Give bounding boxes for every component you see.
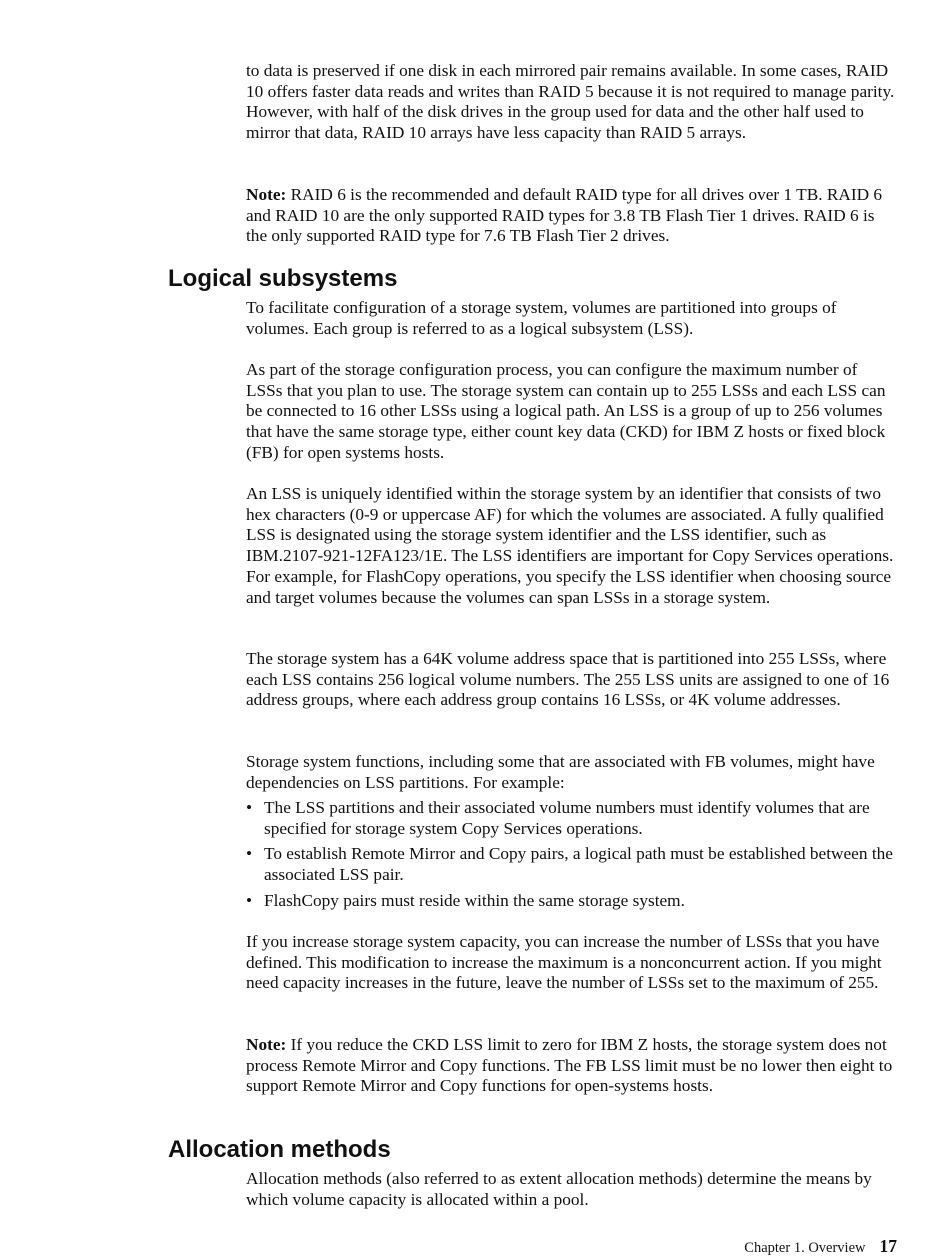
bullet-marker: •: [246, 844, 253, 864]
page-footer: [744, 1236, 897, 1258]
list-item: • FlashCopy pairs must reside within the same storage system.: [246, 890, 685, 910]
intro-paragraph: to data is preserved if one disk in each mirrored pair remains available. In some cases, RAID 10 offers faster data reads and writes than RAID 5 because it is not required to manage parity. However, with half of the disk drives in the group used for data and the other half used to mirror that data, RAID 10 arrays have less capacity than RAID 5 arrays.: [246, 61, 895, 143]
section-heading-allocation-methods: Allocation methods: [168, 1136, 391, 1163]
raid-note: [246, 185, 896, 247]
logical-closing-paragraph: If you increase storage system capacity, you can increase the number of LSSs that you have defined. This modification to increase the maximum is a nonconcurrent action. If you might need capacity increases in the future, leave the number of LSSs set to the maximum of 255.: [246, 932, 882, 993]
intro-block: [246, 61, 896, 144]
logical-para-4: The storage system has a 64K volume address space that is partitioned into 255 LSSs, where each LSS contains 256 logical volume numbers. The 255 LSS units are assigned to one of 16 address groups, where each address group contains 16 LSSs, or 4K volume addresses.: [246, 649, 890, 710]
section-heading-logical-subsystems: Logical subsystems: [168, 265, 398, 292]
bullet-list-block: [246, 798, 896, 917]
bullet-marker: •: [246, 798, 253, 817]
bullet-marker: •: [246, 890, 253, 910]
bullet-list: [246, 798, 896, 912]
lss-note: [246, 1035, 896, 1097]
logical-para-3: An LSS is uniquely identified within the storage system by an identifier that consists of two hex characters (0-9 or uppercase AF) for which the volumes are associated. A fully qualified LSS is designated using the storage system identifier and the LSS identifier, such as IBM.2107-921-12FA123/1E. The LSS identifiers are important for Copy Services operations. For example, for FlashCopy operations, you specify the LSS identifier when choosing source and target volumes because the volumes can span LSSs in a storage system.: [246, 484, 894, 607]
footer-chapter-label: Chapter 1. Overview: [744, 1240, 866, 1256]
list-item: • To establish Remote Mirror and Copy pairs, a logical path must be established between the associated LSS pair.: [246, 844, 893, 885]
note-text: RAID 6 is the recommended and default RAID type for all drives over 1 TB. RAID 6 and RAID 10 are the only supported RAID types for 3.8 TB Flash Tier 1 drives. RAID 6 is the only supported RAID type for 7.6 TB Flash Tier 2 drives.: [246, 185, 883, 246]
note-label: Note:: [246, 1035, 287, 1054]
logical-para-5: Storage system functions, including some that are associated with FB volumes, might have dependencies on LSS partitions. For example:: [246, 752, 875, 792]
note-label: Note:: [246, 185, 287, 204]
logical-para-1: To facilitate configuration of a storage system, volumes are partitioned into groups of volumes. Each group is referred to as a logical subsystem (LSS).: [246, 298, 837, 338]
list-item: • The LSS partitions and their associated volume numbers must identify volumes that are specified for storage system Copy Services operations.: [246, 798, 870, 838]
note-text: If you reduce the CKD LSS limit to zero for IBM Z hosts, the storage system does not process Remote Mirror and Copy functions. The FB LSS limit must be no lower then eight to support Remote Mirror and Copy functions for open-systems hosts.: [246, 1035, 893, 1096]
logical-para-2: As part of the storage configuration process, you can configure the maximum number of LSSs that you plan to use. The storage system can contain up to 255 LSSs and each LSS can be connected to 16 other LSSs using a logical path. An LSS is a group of up to 256 volumes that have the same storage type, either count key data (CKD) for IBM Z hosts or fixed block (FB) for open systems hosts.: [246, 360, 886, 462]
page-number: 17: [879, 1236, 897, 1256]
allocation-paragraph: Allocation methods (also referred to as extent allocation methods) determine the means by which volume capacity is allocated within a pool.: [246, 1169, 872, 1209]
